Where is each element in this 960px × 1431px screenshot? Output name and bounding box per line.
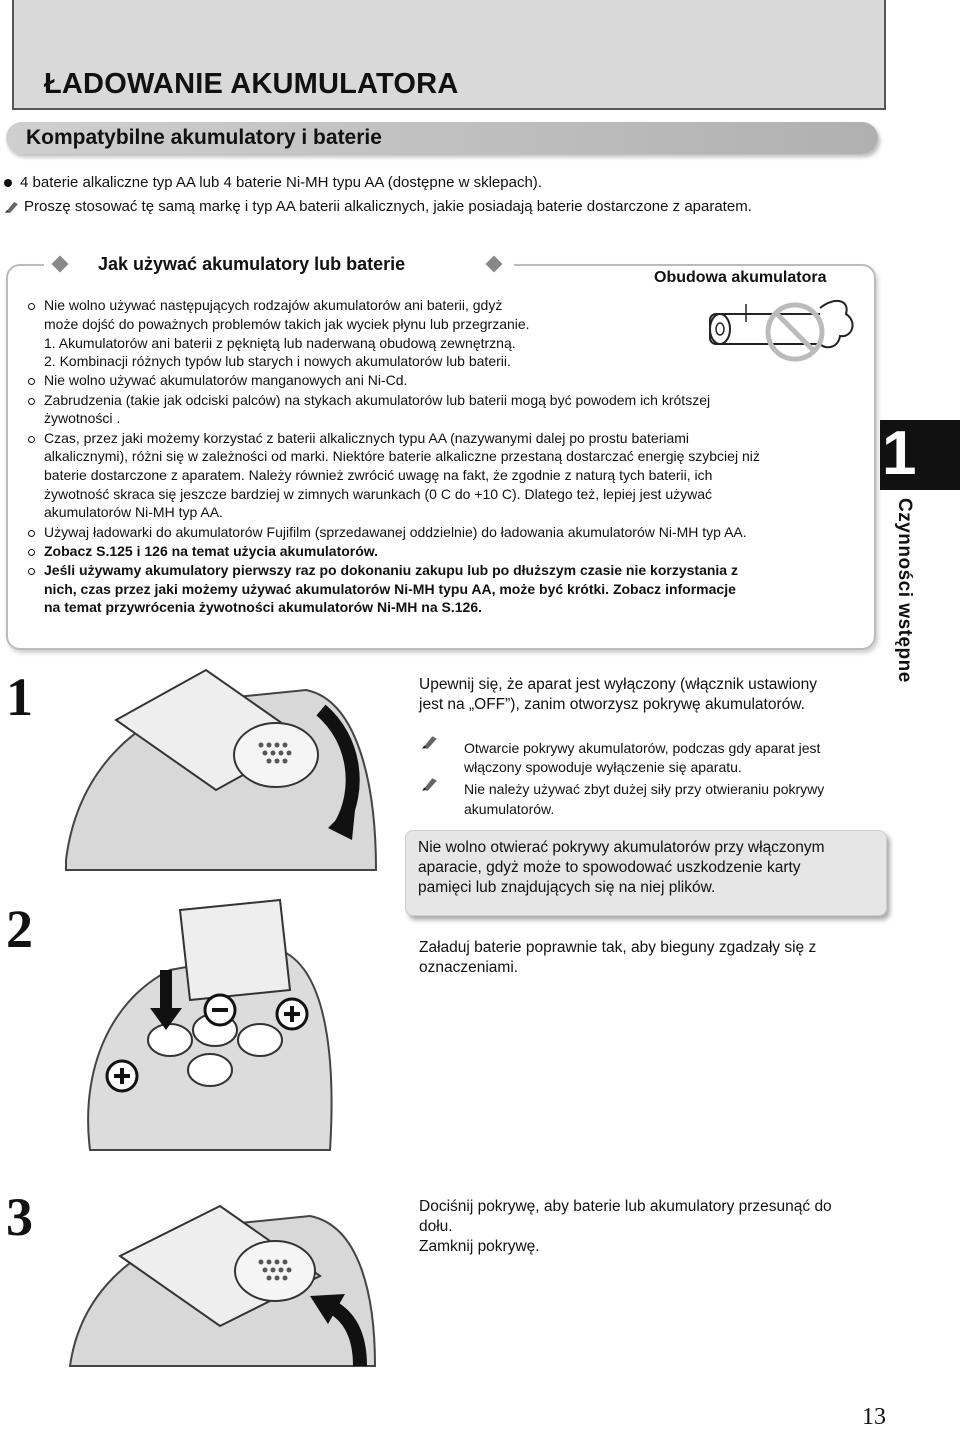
warning-line: 2. Kombinacji różnych typów lub starych i nowych akumulatorów lub baterii. xyxy=(44,353,511,369)
pencil-note-icon xyxy=(4,200,20,214)
step-instruction: oznaczeniami. xyxy=(419,959,519,976)
section-title: Kompatybilne akumulatory i baterie xyxy=(26,126,382,149)
step-number: 1 xyxy=(6,667,33,727)
step-note: Nie należy używać zbyt dużej siły przy otwieraniu pokrywy xyxy=(464,781,825,797)
warning-line: alkalicznymi), różni się w zależności od marki. Niektóre baterie alkaliczne przestaną dostarczać energię szybciej niż xyxy=(44,448,760,464)
step-instruction: dołu. xyxy=(419,1218,453,1235)
warning-line: nich, czas przez jaki możemy używać akumulatorów Ni-MH typu AA, może być krótki. Zobacz informacje xyxy=(44,581,736,597)
caution-text: Nie wolno otwierać pokrywy akumulatorów przy włączonym xyxy=(418,839,825,856)
warning-line: Jeśli używamy akumulatory pierwszy raz po dokonaniu zakupu lub po dłuższym czasie nie korzystania z xyxy=(28,561,738,579)
step-instruction: Załaduj baterie poprawnie tak, aby bieguny zgadzały się z xyxy=(419,939,817,956)
step-note: akumulatorów. xyxy=(464,801,555,817)
bullet-icon xyxy=(4,179,12,187)
warning-line: Używaj ładowarki do akumulatorów Fujifilm (sprzedawanej oddzielnie) do ładowania akumulatorów Ni-MH typ AA. xyxy=(28,523,747,541)
camera-close-cover-illustration xyxy=(60,1186,380,1376)
pencil-note-icon xyxy=(420,776,440,792)
battery-housing-label: Obudowa akumulatora xyxy=(654,269,827,286)
warning-line: może dojść do poważnych problemów takich jak wyciek płynu lub przegrzanie. xyxy=(44,316,530,332)
warning-line: 1. Akumulatorów ani baterii z pękniętą lub naderwaną obudową zewnętrzną. xyxy=(44,335,516,351)
warning-line: baterie dostarczone z aparatem. Należy również zwrócić uwagę na fakt, że zgodnie z naturą tych baterii, ich xyxy=(44,467,713,483)
warning-line: żywotność skraca się jeszcze bardziej w zimnych warunkach (0 C do +10 C). Dlatego też, lepiej jest używać xyxy=(44,486,713,502)
warning-line: akumulatorów Ni-MH typ AA. xyxy=(44,504,223,520)
step-note: włączony spowoduje wyłączenie się aparatu. xyxy=(464,759,742,775)
warning-line: Nie wolno używać akumulatorów manganowych ani Ni-Cd. xyxy=(28,371,407,389)
intro-note: Proszę stosować tę samą markę i typ AA baterii alkalicznych, jakie posiadają baterie dostarczone z aparatem. xyxy=(4,198,752,215)
step-instruction: jest na „OFF”), zanim otworzysz pokrywę akumulatorów. xyxy=(419,696,805,713)
step-note: Otwarcie pokrywy akumulatorów, podczas gdy aparat jest xyxy=(464,740,821,756)
warning-line: na temat przywrócenia żywotności akumulatorów Ni-MH na S.126. xyxy=(44,599,482,615)
warning-line: Zobacz S.125 i 126 na temat użycia akumulatorów. xyxy=(28,542,378,560)
page-number: 13 xyxy=(862,1404,886,1430)
caution-text: pamięci lub znajdujących się na niej plików. xyxy=(418,879,716,896)
warning-title: Jak używać akumulatory lub baterie xyxy=(98,254,406,274)
step-number: 2 xyxy=(6,899,33,959)
damaged-battery-illustration xyxy=(700,292,860,364)
warning-line: żywotności . xyxy=(44,410,121,426)
battery-insertion-illustration xyxy=(80,890,340,1160)
step-number: 3 xyxy=(6,1187,33,1247)
chapter-label: Czynności wstępne xyxy=(894,498,915,683)
chapter-number: 1 xyxy=(882,419,917,488)
warning-line: Nie wolno używać następujących rodzajów akumulatorów ani baterii, gdyż xyxy=(28,296,502,314)
step-instruction: Zamknij pokrywę. xyxy=(419,1238,540,1255)
step-instruction: Dociśnij pokrywę, aby baterie lub akumulatory przesunąć do xyxy=(419,1198,832,1215)
warning-line: Zabrudzenia (takie jak odciski palców) na stykach akumulatorów lub baterii mogą być powodem ich krótszej xyxy=(28,391,710,409)
pencil-note-icon xyxy=(420,734,440,750)
camera-open-cover-illustration xyxy=(56,660,386,880)
intro-bullet: 4 baterie alkaliczne typ AA lub 4 baterie Ni-MH typu AA (dostępne w sklepach). xyxy=(4,174,542,191)
page-title: ŁADOWANIE AKUMULATORA xyxy=(44,68,459,100)
step-instruction: Upewnij się, że aparat jest wyłączony (włącznik ustawiony xyxy=(419,676,817,693)
caution-text: aparacie, gdyż może to spowodować uszkodzenie karty xyxy=(418,859,801,876)
warning-line: Czas, przez jaki możemy korzystać z baterii alkalicznych typu AA (nazywanymi dalej po prostu bateriami xyxy=(28,429,689,447)
